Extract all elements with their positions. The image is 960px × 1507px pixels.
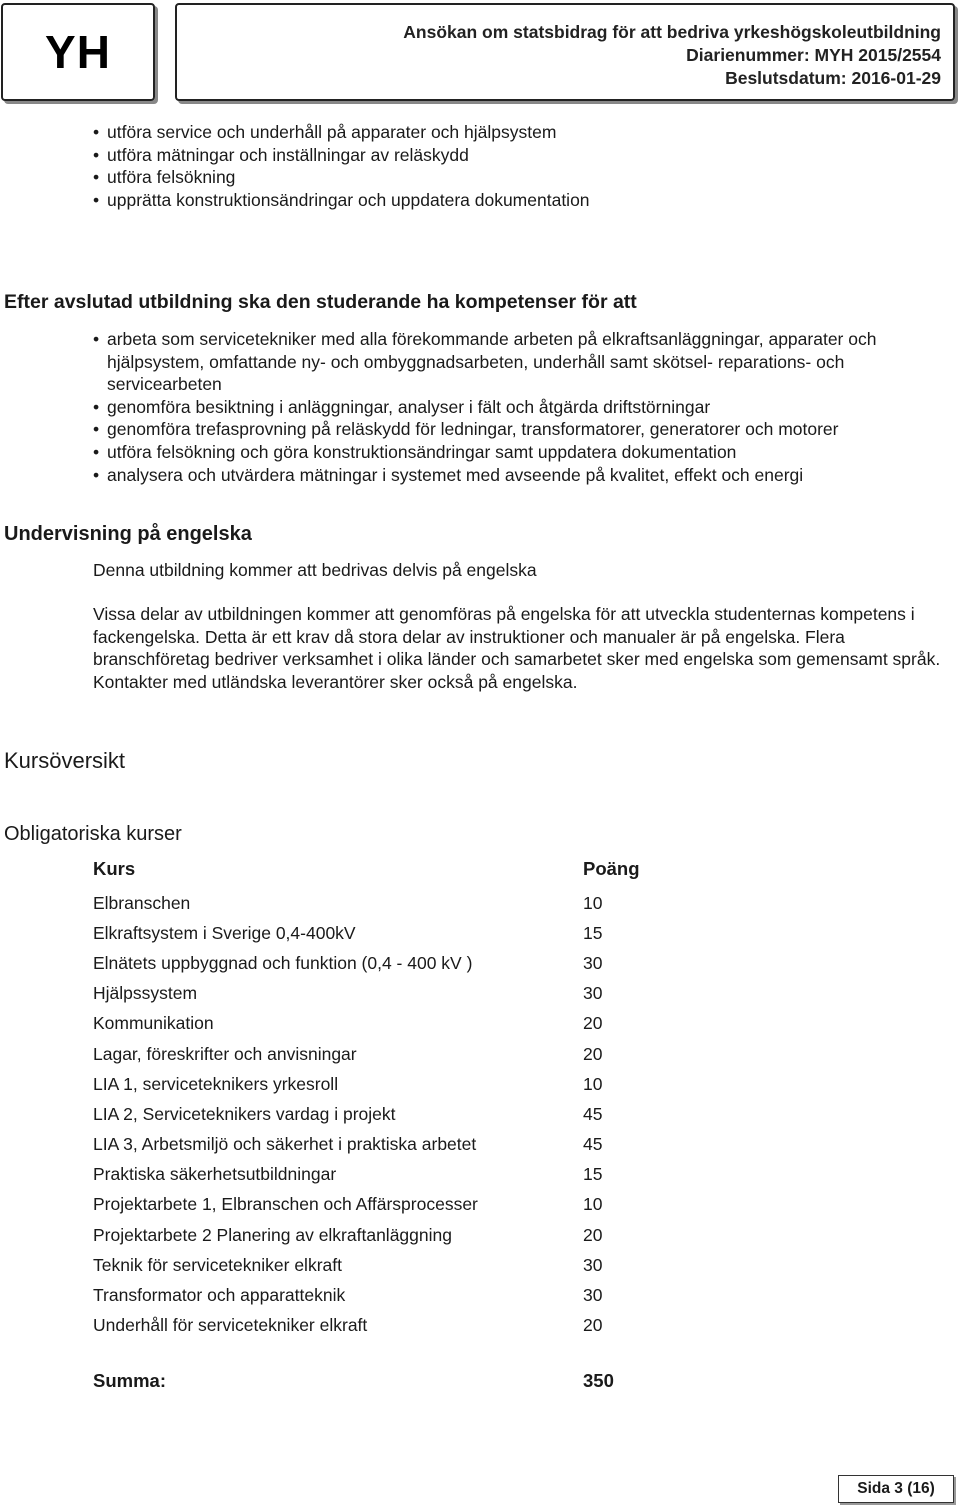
- yh-logo: [1, 3, 155, 101]
- course-points: 30: [583, 1254, 603, 1275]
- sum-label: Summa:: [93, 1370, 166, 1391]
- document-header: [175, 3, 955, 101]
- table-row: [93, 1009, 703, 1039]
- list-item: • utföra mätningar och inställningar av reläskydd: [93, 144, 590, 167]
- table-row: [93, 1130, 703, 1160]
- column-header-course: Kurs: [93, 858, 136, 879]
- english-statement: Denna utbildning kommer att bedrivas delvis på engelska: [93, 560, 537, 580]
- table-row: [93, 1099, 703, 1129]
- english-description: Vissa delar av utbildningen kommer att genomföras på engelska för att utveckla studenternas kompetens i fackengelska. Detta är ett krav då stora delar av instruktioner och manualer är på engelska. Flera branschföretag bedriver verksamhet i olika länder och samarbetet sker med engelska som gemensamt språk. Kontakter med utländska leverantörer sker också på engelska.: [93, 604, 941, 692]
- table-row: [93, 1280, 703, 1310]
- competence-list: [93, 328, 933, 486]
- table-row: [93, 888, 703, 918]
- course-name: Projektarbete 2 Planering av elkraftanläggning: [93, 1224, 452, 1245]
- course-points: 30: [583, 1285, 603, 1306]
- course-name: Praktiska säkerhetsutbildningar: [93, 1164, 337, 1185]
- sum-value: 350: [583, 1370, 614, 1391]
- table-row: [93, 979, 703, 1009]
- course-name: LIA 3, Arbetsmiljö och säkerhet i praktiska arbetet: [93, 1134, 477, 1155]
- course-points: 20: [583, 1013, 603, 1034]
- course-name: Projektarbete 1, Elbranschen och Affärsprocesser: [93, 1194, 478, 1215]
- course-points: 10: [583, 1194, 603, 1215]
- course-name: Lagar, föreskrifter och anvisningar: [93, 1043, 357, 1064]
- table-row: [93, 1220, 703, 1250]
- list-item: • genomföra trefasprovning på reläskydd för ledningar, transformatorer, generatorer och motorer: [93, 418, 933, 441]
- header-title: Ansökan om statsbidrag för att bedriva yrkeshögskoleutbildning: [403, 22, 941, 42]
- english-heading: Undervisning på engelska: [4, 523, 252, 545]
- table-row: [93, 1160, 703, 1190]
- table-row: [93, 1311, 703, 1341]
- list-item: • arbeta som servicetekniker med alla förekommande arbeten på elkraftsanläggningar, apparater och hjälpsystem, omfattande ny- och ombyggnadsarbeten, underhåll samt skötsel- reparations- och servicearbeten: [93, 328, 933, 396]
- table-row: [93, 948, 703, 978]
- course-overview-heading: Kursöversikt: [4, 748, 126, 773]
- page-number: [838, 1475, 954, 1503]
- table-row: [93, 1039, 703, 1069]
- logo-text: YH: [45, 26, 111, 78]
- course-name: Kommunikation: [93, 1013, 214, 1034]
- course-points: 20: [583, 1043, 603, 1064]
- course-table: [93, 854, 703, 1341]
- table-row: [93, 1190, 703, 1220]
- course-points: 20: [583, 1315, 603, 1336]
- list-item: • genomföra besiktning i anläggningar, analyser i fält och åtgärda driftstörningar: [93, 396, 933, 419]
- course-points: 10: [583, 892, 603, 913]
- page-number-label: Sida 3 (16): [857, 1480, 935, 1497]
- course-points: 30: [583, 952, 603, 973]
- course-name: Underhåll för servicetekniker elkraft: [93, 1315, 368, 1336]
- course-points: 45: [583, 1134, 603, 1155]
- column-header-points: Poäng: [583, 858, 640, 879]
- table-header-row: [93, 854, 703, 888]
- top-bullet-list: [93, 121, 590, 211]
- list-item: • utföra service och underhåll på apparater och hjälpsystem: [93, 121, 590, 144]
- header-diarienummer: Diarienummer: MYH 2015/2554: [686, 45, 941, 65]
- course-name: Teknik för servicetekniker elkraft: [93, 1254, 342, 1275]
- course-points: 15: [583, 1164, 603, 1185]
- table-row: [93, 1250, 703, 1280]
- course-points: 20: [583, 1224, 603, 1245]
- course-points: 10: [583, 1073, 603, 1094]
- list-item: • analysera och utvärdera mätningar i systemet med avseende på kvalitet, effekt och energi: [93, 464, 933, 487]
- course-name: LIA 1, serviceteknikers yrkesroll: [93, 1073, 339, 1094]
- list-item: • utföra felsökning: [93, 166, 590, 189]
- table-row: [93, 1069, 703, 1099]
- course-name: Hjälpssystem: [93, 983, 198, 1004]
- mandatory-courses-heading: Obligatoriska kurser: [4, 823, 182, 845]
- course-name: Elkraftsystem i Sverige 0,4-400kV: [93, 922, 356, 943]
- list-item: • upprätta konstruktionsändringar och uppdatera dokumentation: [93, 189, 590, 212]
- course-name: LIA 2, Serviceteknikers vardag i projekt: [93, 1103, 396, 1124]
- course-points: 15: [583, 922, 603, 943]
- course-points: 30: [583, 983, 603, 1004]
- table-row: [93, 918, 703, 948]
- course-name: Transformator och apparatteknik: [93, 1285, 346, 1306]
- course-points: 45: [583, 1103, 603, 1124]
- course-name: Elnätets uppbyggnad och funktion (0,4 - 400 kV ): [93, 952, 473, 973]
- course-name: Elbranschen: [93, 892, 191, 913]
- header-beslutsdatum: Beslutsdatum: 2016-01-29: [725, 68, 941, 88]
- competence-heading: Efter avslutad utbildning ska den studerande ha kompetenser för att: [4, 291, 637, 313]
- list-item: • utföra felsökning och göra konstruktionsändringar samt uppdatera dokumentation: [93, 441, 933, 464]
